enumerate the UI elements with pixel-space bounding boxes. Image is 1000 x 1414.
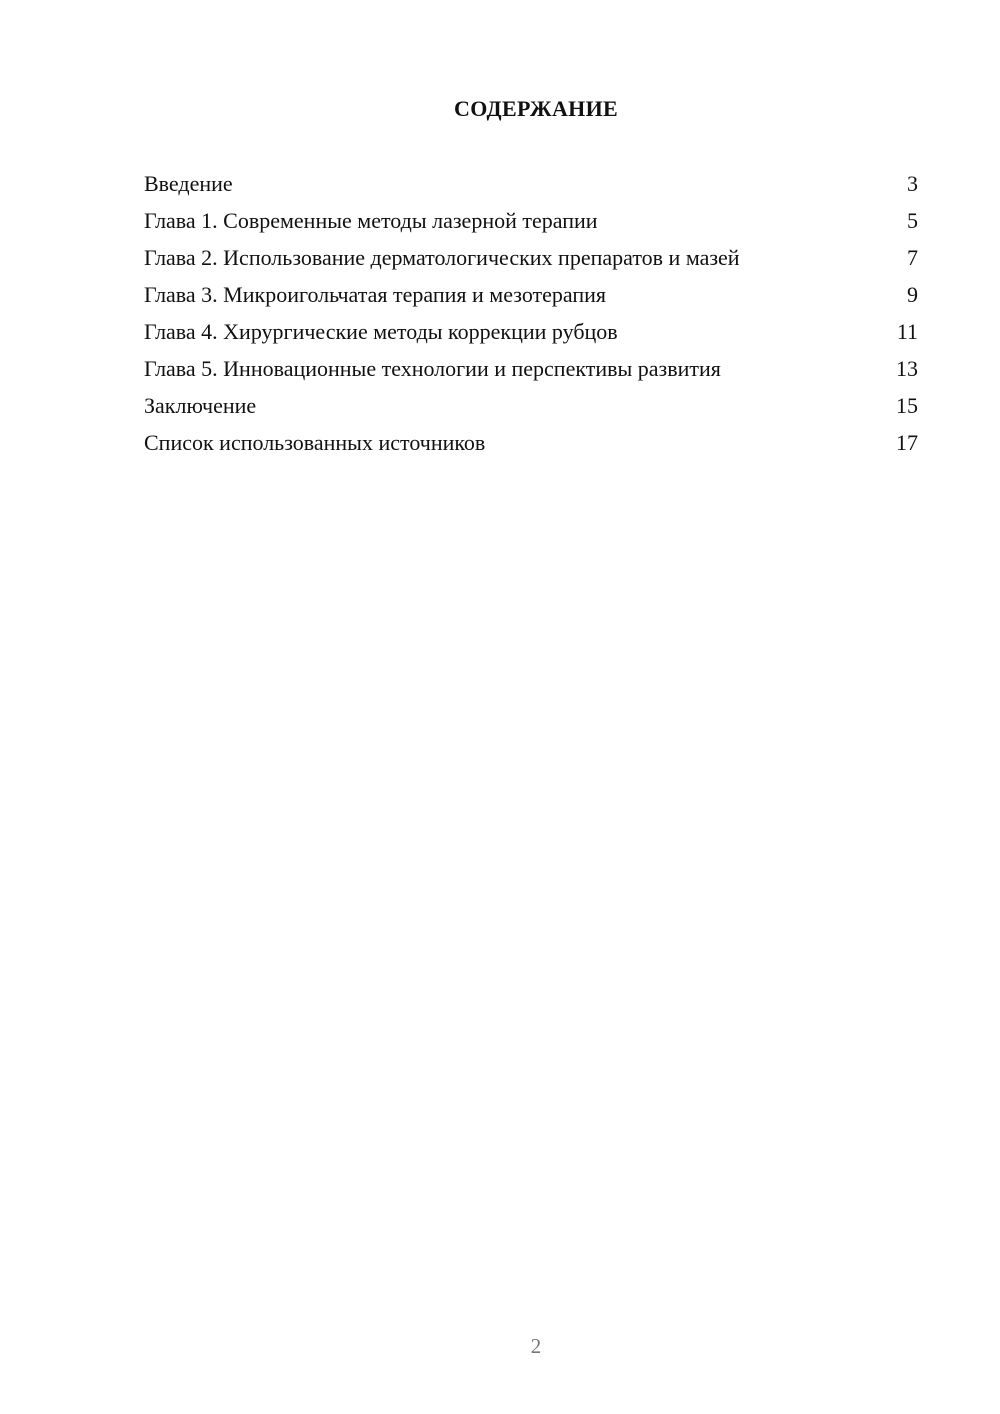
page-number: 2 [530,1334,542,1358]
toc-entry-label: Глава 2. Использование дерматологических препаратов и мазей [144,245,740,270]
toc-entry-label: Глава 4. Хирургические методы коррекции рубцов [144,319,618,344]
toc-entry-page: 9 [907,282,918,307]
toc-entry-page: 13 [896,356,918,381]
toc-entry-page: 17 [896,430,918,455]
toc-entry-chapter-2 [144,244,918,271]
toc-entry-chapter-3 [144,281,918,308]
toc-entry-page: 7 [907,245,918,270]
toc-entry-label: Введение [144,171,233,196]
toc-entry-page: 5 [907,208,918,233]
toc-entry-label: Глава 3. Микроигольчатая терапия и мезотерапия [144,282,607,307]
toc-entry-label: Заключение [144,393,257,418]
toc-entry-label: Список использованных источников [144,430,486,455]
toc-entry-chapter-4 [144,318,918,345]
table-of-contents [144,170,918,466]
toc-entry-page: 3 [907,171,918,196]
toc-entry-label: Глава 5. Инновационные технологии и перспективы развития [144,356,721,381]
toc-entry-introduction [144,170,918,197]
toc-entry-chapter-5 [144,355,918,382]
toc-entry-references [144,429,918,456]
toc-entry-conclusion [144,392,918,419]
toc-entry-page: 11 [896,319,918,344]
toc-entry-chapter-1 [144,207,918,234]
page-title: СОДЕРЖАНИЕ [454,96,618,121]
toc-entry-label: Глава 1. Современные методы лазерной терапии [144,208,598,233]
toc-entry-page: 15 [896,393,918,418]
